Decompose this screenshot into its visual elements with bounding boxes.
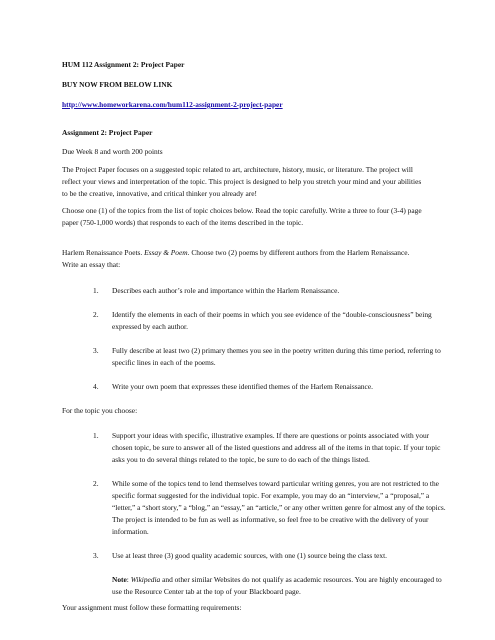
topic-line (62, 248, 409, 257)
note-text: and other similar Websites do not qualify as academic resources. You are highly encouraged to (160, 575, 442, 584)
topic-item-number: 3. (93, 346, 99, 355)
formatting-requirements: Your assignment must follow these formatting requirements: (62, 603, 242, 612)
buy-now-text: BUY NOW FROM BELOW LINK (62, 80, 173, 89)
due-text: Due Week 8 and worth 200 points (62, 147, 163, 156)
note-colon: : (126, 575, 131, 584)
requirement-text: chosen topic, be sure to answer all of the listed questions and address all of the items in that topic. If your topic (112, 443, 441, 452)
topic-item-text: Identify the elements in each of their poems in which you see evidence of the “double-consciousness” being (112, 310, 432, 319)
topic-item-text: expressed by each author. (112, 322, 188, 331)
intro-line: The Project Paper focuses on a suggested topic related to art, architecture, history, music, or literature. The project will (62, 165, 413, 174)
requirement-text: “letter,” a “short story,” a “blog,” an “essay,” an “article,” or any other written genre for almost any of the topics. (112, 503, 446, 512)
requirement-number: 1. (93, 431, 99, 440)
intro-line: to be the creative, innovative, and critical thinker you already are! (62, 189, 257, 198)
topic-instruction: Choose two (2) poems by different authors from the Harlem Renaissance. (189, 248, 410, 257)
topic-item-number: 2. (93, 310, 99, 319)
topic-item-text: specific lines in each of the poems. (112, 358, 216, 367)
note-wikipedia: Wikipedia (130, 575, 161, 584)
topic-item-text: Write your own poem that expresses these identified themes of the Harlem Renaissance. (112, 382, 373, 391)
document-title: HUM 112 Assignment 2: Project Paper (62, 60, 185, 69)
note-label: Note (112, 575, 127, 584)
note-line-2: use the Resource Center tab at the top of your Blackboard page. (112, 587, 301, 596)
requirement-text: While some of the topics tend to lend themselves toward particular writing genres, you are not restricted to the (112, 479, 439, 488)
topic-item-text: Fully describe at least two (2) primary themes you see in the poetry written during this time period, referring to (112, 346, 441, 355)
requirement-number: 3. (93, 551, 99, 560)
assignment-heading: Assignment 2: Project Paper (62, 128, 153, 137)
requirement-text: Support your ideas with specific, illustrative examples. If there are questions or points associated with your (112, 431, 430, 440)
requirement-text: specific format suggested for the individual topic. For example, you may do an “interview,” a “proposal,” a (112, 491, 430, 500)
topic-item-number: 4. (93, 382, 99, 391)
choose-line: paper (750-1,000 words) that responds to each of the items described in the topic. (62, 218, 304, 227)
requirement-number: 2. (93, 479, 99, 488)
intro-line: reflect your views and interpretation of the topic. This project is designed to help you stretch your mind and your abilities (62, 177, 422, 186)
for-topic-heading: For the topic you choose: (62, 406, 138, 415)
topic-type: Essay & Poem. (144, 248, 190, 257)
topic-item-number: 1. (93, 286, 99, 295)
topic-item-text: Describes each author’s role and importance within the Harlem Renaissance. (112, 286, 340, 295)
choose-line: Choose one (1) of the topics from the list of topic choices below. Read the topic carefully. Write a three to four (3-4) page (62, 206, 422, 215)
product-link[interactable]: http://www.homeworkarena.com/hum112-assignment-2-project-paper (62, 100, 283, 109)
requirement-text: information. (112, 527, 149, 536)
requirement-text: asks you to do several things related to the topic, be sure to do each of the things listed. (112, 455, 370, 464)
requirement-text: Use at least three (3) good quality academic sources, with one (1) source being the class text. (112, 551, 388, 560)
requirement-text: The project is intended to be fun as well as informative, so feel free to be creative with the delivery of your (112, 515, 429, 524)
note-line (112, 575, 442, 584)
topic-name: Harlem Renaissance Poets. (62, 248, 145, 257)
topic-essay-line: Write an essay that: (62, 260, 121, 269)
